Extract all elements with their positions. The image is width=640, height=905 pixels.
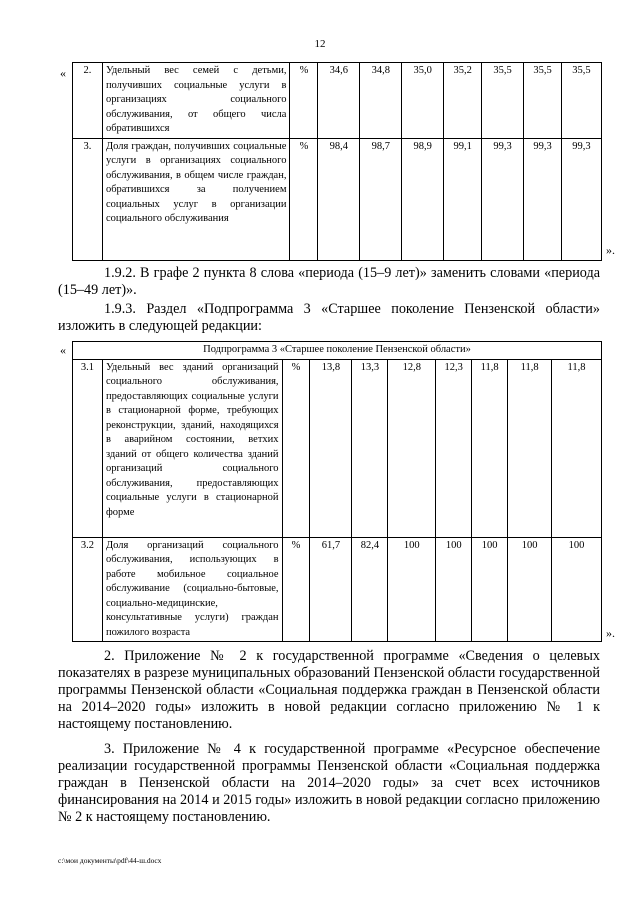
paragraph-3: 3. Приложение № 4 к государственной программе «Ресурсное обеспечение реализации государственной программы Пензенской области «Социальная поддержка граждан в Пензенской области на 2014–2020 годы» за счет всех источников финансирования на 2014 и 2015 годы» изложить в новой редакции согласно приложению № 2 к настоящему постановлению. [58,741,600,825]
page-number: 12 [314,38,326,50]
value-cell: 61,7 [310,537,352,642]
value-cell: 100 [436,537,472,642]
footer-file-path: c:\мои документы\pdf\44-ш.docx [58,856,162,865]
row-number: 3.1 [73,359,103,537]
value-cell: 11,8 [552,359,602,537]
row-description: Доля организаций социального обслуживания, использующих в работе мобильное социальное обслуживание (социально-бытовые, социально-медицинские, консультативные услуги) граждан пожилого возраста [102,537,282,642]
value-cell: 35,5 [524,63,562,139]
row-number: 2. [73,63,103,139]
value-cell: 35,0 [402,63,444,139]
value-cell: 99,3 [482,138,524,260]
value-cell: 35,2 [444,63,482,139]
close-quote-table1: ». [606,243,615,257]
indicator-table-2 [72,341,602,642]
row-unit: % [282,537,310,642]
value-cell: 98,9 [402,138,444,260]
value-cell: 34,6 [318,63,360,139]
value-cell: 100 [472,537,508,642]
row-description: Удельный вес зданий организаций социального обслуживания, предоставляющих социальные услуги в стационарной форме, требующих реконструкции, зданий, находящихся в аварийном состоянии, ветхих зданий от общего количества зданий организаций социального обслуживания, предоставляющих социальные услуги в стационарной форме [102,359,282,537]
value-cell: 99,1 [444,138,482,260]
table-header-row [73,342,602,360]
value-cell: 11,8 [472,359,508,537]
table-row [73,63,602,139]
table-row [73,537,602,642]
row-number: 3.2 [73,537,103,642]
value-cell: 11,8 [508,359,552,537]
value-cell: 12,3 [436,359,472,537]
value-cell: 100 [388,537,436,642]
table-row [73,359,602,537]
value-cell: 98,7 [360,138,402,260]
value-cell: 35,5 [561,63,601,139]
open-quote-table1: « [60,66,66,80]
value-cell: 100 [508,537,552,642]
value-cell: 99,3 [524,138,562,260]
value-cell: 35,5 [482,63,524,139]
subprogram-header: Подпрограмма 3 «Старшее поколение Пензенской области» [73,342,602,360]
value-cell: 12,8 [388,359,436,537]
row-description: Удельный вес семей с детьми, получивших социальные услуги в организациях социального обслуживания, от общего числа обратившихся [102,63,290,139]
table-row [73,138,602,260]
value-cell: 82,4 [352,537,388,642]
row-unit: % [290,138,318,260]
close-quote-table2: ». [606,626,615,640]
value-cell: 13,8 [310,359,352,537]
value-cell: 34,8 [360,63,402,139]
indicator-table-1 [72,62,602,261]
row-number: 3. [73,138,103,260]
open-quote-table2: « [60,343,66,357]
value-cell: 13,3 [352,359,388,537]
paragraph-2: 2. Приложение № 2 к государственной программе «Сведения о целевых показателях в разрезе муниципальных образований Пензенской области государственной программы Пензенской области «Социальная поддержка граждан в Пензенской области на 2014–2020 годы» изложить в новой редакции согласно приложению № 1 к настоящему постановлению. [58,648,600,732]
paragraph-1-9-3: 1.9.3. Раздел «Подпрограмма 3 «Старшее поколение Пензенской области» изложить в следующей редакции: [58,301,600,334]
paragraph-1-9-2: 1.9.2. В графе 2 пункта 8 слова «периода (15–9 лет)» заменить словами «периода (15–49 лет)». [58,265,600,298]
value-cell: 99,3 [561,138,601,260]
value-cell: 98,4 [318,138,360,260]
value-cell: 100 [552,537,602,642]
row-unit: % [290,63,318,139]
row-unit: % [282,359,310,537]
row-description: Доля граждан, получивших социальные услуги в организациях социального обслуживания, в общем числе граждан, обратившихся за получением социальных услуг в организации социального обслуживания [102,138,290,260]
